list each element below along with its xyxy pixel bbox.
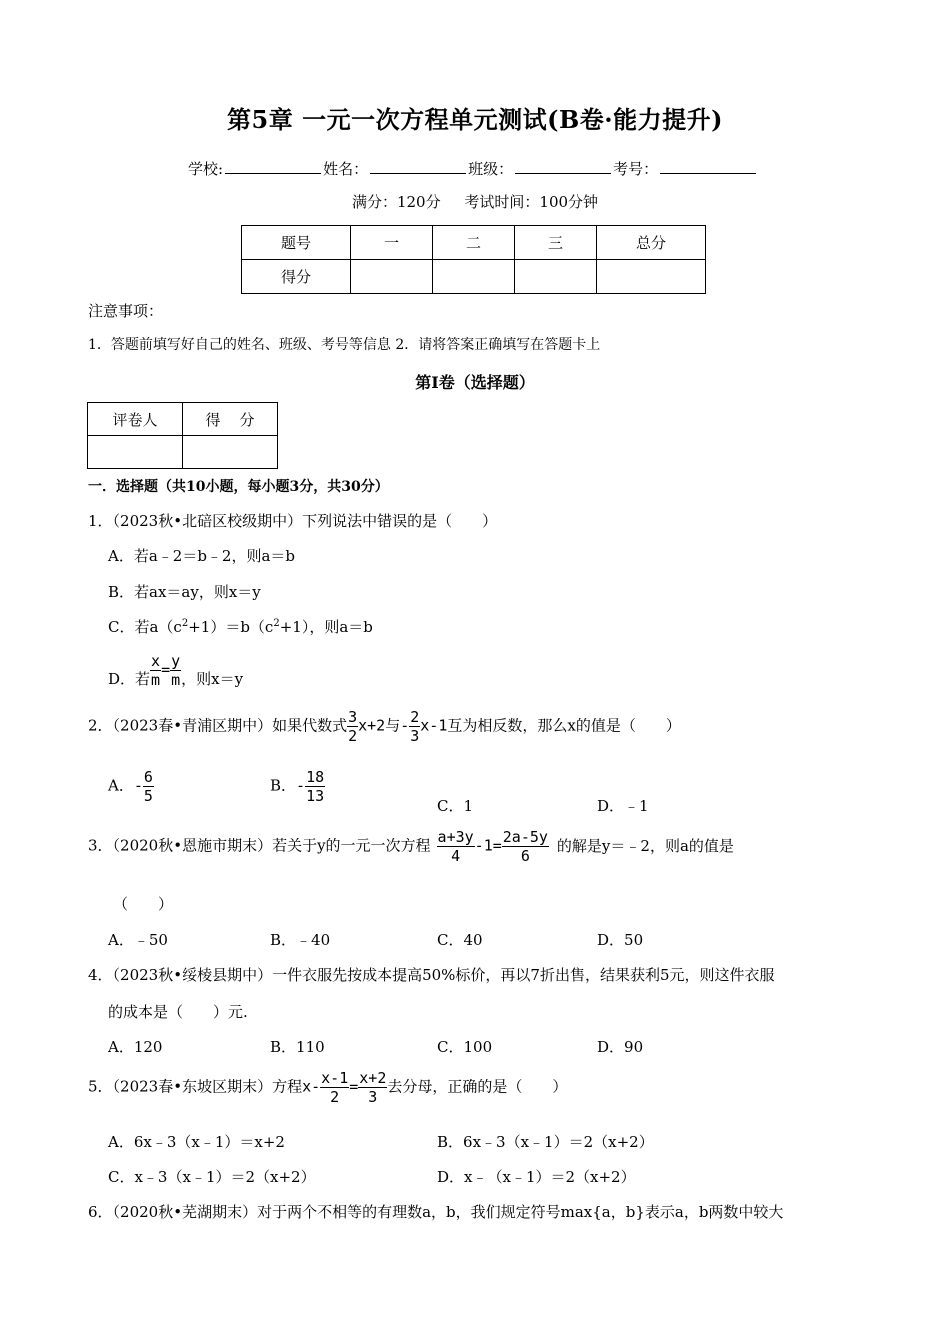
q1-stem: 1．（2023秋•北碚区校级期中）下列说法中错误的是（ ） [88,512,498,530]
q6-line1: 6．（2020秋•芜湖期末）对于两个不相等的有理数a，b，我们规定符号max{a，b}表示a，b两数中较大 [88,1203,784,1221]
score-cell[interactable] [597,260,706,294]
q5-f2-den: 3 [368,1088,378,1106]
q2-b-sign: - [296,776,306,795]
q5-f1-num: x-1 [321,1069,349,1087]
q5-option-d[interactable]: D．x﹣（x﹣1）＝2（x+2） [437,1168,636,1186]
q1-d-eq: = [161,660,171,679]
school-field[interactable] [225,157,321,174]
q2-pre: 2．（2023春•青浦区期中）如果代数式 [88,716,348,735]
q1-d-frac2-den: m [171,671,181,689]
q2-expr2-num: 2 [410,708,420,726]
q2-b-label: B． [270,776,297,795]
q2-mid: 与 [385,716,401,735]
q2-a-label: A． [108,776,134,795]
q4-line2: 的成本是（ ）元. [108,1003,248,1021]
score-header-cell: 题号 [242,226,351,260]
exam-no-field[interactable] [660,157,756,174]
q1-c-sup2: 2 [273,618,280,629]
q3-paren: （ ） [113,895,174,913]
q2-expr2-den: 3 [410,727,420,745]
q2-b-frac [305,768,325,805]
class-field[interactable] [515,157,611,174]
q5-eq: = [349,1077,359,1096]
score-header-cell: 总分 [597,226,706,260]
q1-option-c[interactable] [108,616,373,637]
q1-d-frac1-num: x [151,652,161,670]
q2-expr1-den: 2 [348,727,358,745]
q3-post: 的解是y＝﹣2，则a的值是 [556,836,734,855]
q3-option-c[interactable]: C．40 [437,931,483,949]
grader-header: 评卷人 [88,403,183,436]
q5-option-b[interactable]: B．6x﹣3（x﹣1）＝2（x+2） [437,1133,654,1151]
q1-c-post: +1），则a＝b [279,618,373,636]
q5-f1-den: 2 [330,1088,340,1106]
q5-frac1 [320,1069,349,1106]
grader-header: 得 分 [183,403,278,436]
q3-f1-num: a+3y [437,828,474,846]
q3-option-d[interactable]: D．50 [597,931,644,949]
score-time: 满分：120分 考试时间：100分钟 [351,193,599,211]
grader-table [87,402,278,469]
score-header-cell: 二 [433,226,515,260]
q1-d-frac1-den: m [151,671,161,689]
q2-option-b[interactable] [270,768,325,805]
q5-frac2 [358,1069,387,1106]
q3-frac1 [437,828,475,865]
score-cell[interactable] [433,260,515,294]
q1-c-sup1: 2 [181,618,189,629]
q1-c-mid: +1）＝b（c [188,618,274,636]
q1-d-frac2 [170,652,181,689]
q3-frac2 [502,828,549,865]
q2-a-num: 6 [143,768,153,786]
q3-stem [88,828,734,865]
notice-title: 注意事项： [88,302,164,320]
q3-f2-den: 6 [520,847,530,865]
q2-a-sign: - [133,776,143,795]
q1-d-pre: D．若 [108,670,151,688]
q3-mid: -1= [474,836,502,855]
q3-option-b[interactable]: B．﹣40 [270,931,331,949]
q3-option-a[interactable]: A．﹣50 [108,931,168,949]
q2-option-a[interactable] [108,768,154,805]
q2-post: 互为相反数，那么x的值是（ ） [447,716,681,735]
q2-stem [88,708,681,745]
q1-option-b[interactable]: B．若ax＝ay，则x＝y [108,583,261,601]
exam-no-label: 考号： [613,160,659,178]
q4-option-d[interactable]: D．90 [597,1038,644,1056]
q1-option-d[interactable] [108,652,243,689]
q2-expr2-frac [409,708,420,745]
q5-post: 去分母，正确的是（ ） [387,1077,568,1096]
name-field[interactable] [370,157,466,174]
score-cell[interactable] [515,260,597,294]
score-table [241,225,706,294]
q2-b-den: 13 [306,787,325,805]
name-label: 姓名： [323,160,369,178]
q2-expr2-sign: - [400,716,410,735]
score-header-cell: 三 [515,226,597,260]
notice-text: 1．答题前填写好自己的姓名、班级、考号等信息 2．请将答案正确填写在答题卡上 [88,337,601,353]
q1-d-post: ，则x＝y [181,670,244,688]
q2-a-frac [143,768,154,805]
q5-f2-num: x+2 [359,1069,387,1087]
score-header-cell: 一 [351,226,433,260]
q3-f2-num: 2a-5y [502,828,548,846]
q5-option-a[interactable]: A．6x﹣3（x﹣1）＝x+2 [108,1133,285,1151]
q1-d-frac2-num: y [171,652,181,670]
q2-expr1-frac [347,708,358,745]
score-row-label: 得分 [242,260,351,294]
page-title: 第5章 一元一次方程单元测试(B卷·能力提升) [227,105,723,134]
q4-option-c[interactable]: C．100 [437,1038,493,1056]
grader-cell[interactable] [88,436,183,469]
q2-option-d[interactable]: D．﹣1 [597,797,649,815]
q5-stem [88,1069,567,1106]
q4-option-b[interactable]: B．110 [270,1038,325,1056]
q2-b-num: 18 [306,768,325,786]
q2-expr2-tail: x-1 [420,716,448,735]
q5-x: x- [302,1077,321,1096]
q1-d-frac1 [150,652,161,689]
q2-expr1-num: 3 [348,708,358,726]
part1-title: 第Ⅰ卷（选择题） [415,373,535,392]
q1-c-pre: C．若a（c [108,618,182,636]
class-label: 班级： [468,160,514,178]
q4-option-a[interactable]: A．120 [108,1038,163,1056]
q3-f1-den: 4 [451,847,461,865]
q5-pre: 5．（2023春•东坡区期末）方程 [88,1077,303,1096]
grader-cell[interactable] [183,436,278,469]
info-line [188,157,758,179]
score-cell[interactable] [351,260,433,294]
q4-line1: 4．（2023秋•绥棱县期中）一件衣服先按成本提高50%标价，再以7折出售，结果获利5元，则这件衣服 [88,966,775,984]
q3-pre: 3．（2020秋•恩施市期末）若关于y的一元一次方程 [88,836,431,855]
q2-expr1-tail: x+2 [358,716,386,735]
q2-a-den: 5 [143,787,153,805]
q2-option-c[interactable]: C．1 [437,797,474,815]
q1-option-a[interactable]: A．若a﹣2＝b﹣2，则a＝b [108,547,296,565]
section1-title: 一．选择题（共10小题，每小题3分，共30分） [88,479,389,495]
school-label: 学校: [188,160,224,178]
q5-option-c[interactable]: C．x﹣3（x﹣1）＝2（x+2） [108,1168,316,1186]
